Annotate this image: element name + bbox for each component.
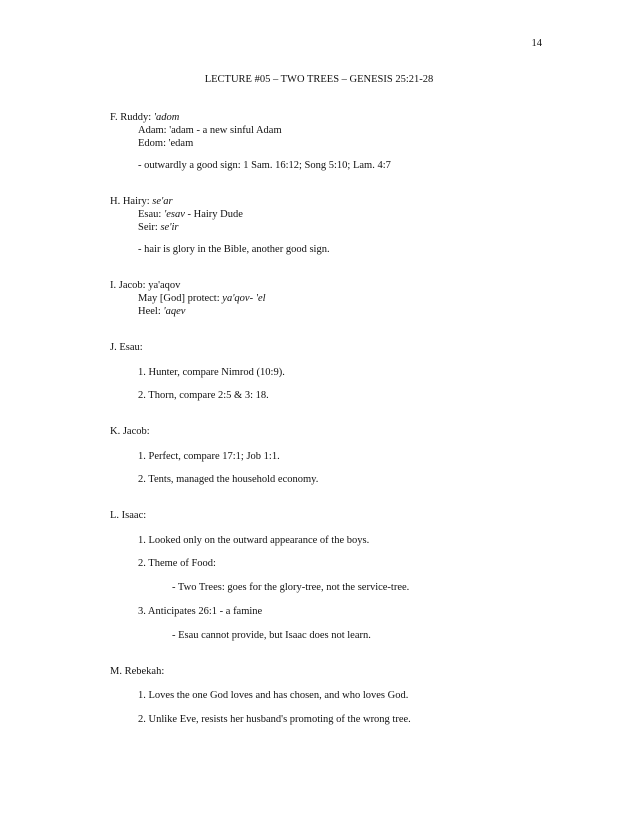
page-title: LECTURE #05 – TWO TREES – GENESIS 25:21-28 bbox=[204, 74, 434, 85]
section-k-item-1: 1. Perfect, compare 17:1; Job 1:1. bbox=[138, 451, 280, 462]
protect-hebrew: ya'qov- 'el bbox=[222, 293, 266, 304]
section-i-line-protect bbox=[138, 293, 266, 305]
section-l-heading: L. Isaac: bbox=[110, 510, 147, 521]
section-k-heading: K. Jacob: bbox=[110, 426, 150, 437]
esau-label: Esau: bbox=[138, 209, 164, 220]
seir-label: Seir: bbox=[138, 222, 161, 233]
esau-hebrew: 'esav bbox=[163, 209, 185, 220]
section-m-item-2: 2. Unlike Eve, resists her husband's promoting of the wrong tree. bbox=[138, 714, 411, 725]
section-j-item-1: 1. Hunter, compare Nimrod (10:9). bbox=[138, 367, 285, 378]
heel-hebrew: 'aqev bbox=[163, 306, 186, 317]
protect-label: May [God] protect: bbox=[138, 293, 223, 304]
section-h-label: H. Hairy: bbox=[110, 196, 153, 207]
section-f-note: - outwardly a good sign: 1 Sam. 16:12; Song 5:10; Lam. 4:7 bbox=[138, 160, 391, 171]
section-h-hebrew: se'ar bbox=[152, 196, 173, 207]
section-j-item-2: 2. Thorn, compare 2:5 & 3: 18. bbox=[138, 390, 269, 401]
section-l-item-1: 1. Looked only on the outward appearance of the boys. bbox=[138, 535, 370, 546]
section-k-item-2: 2. Tents, managed the household economy. bbox=[138, 474, 319, 485]
section-f-hebrew: 'adom bbox=[153, 112, 180, 123]
section-h-note: - hair is glory in the Bible, another good sign. bbox=[138, 244, 330, 255]
section-l-item-3: 3. Anticipates 26:1 - a famine bbox=[138, 606, 263, 617]
section-f-label: F. Ruddy: bbox=[110, 112, 154, 123]
section-f-line-edom: Edom: 'edam bbox=[138, 138, 194, 149]
section-i-line-heel bbox=[138, 306, 185, 318]
page-number: 14 bbox=[531, 38, 542, 49]
section-l-item-2: 2. Theme of Food: bbox=[138, 558, 216, 569]
section-m-item-1: 1. Loves the one God loves and has chosen, and who loves God. bbox=[138, 690, 409, 701]
section-l-item-3-sub: - Esau cannot provide, but Isaac does not learn. bbox=[172, 630, 371, 641]
section-h-heading bbox=[110, 196, 173, 208]
heel-label: Heel: bbox=[138, 306, 164, 317]
section-l-item-2-sub: - Two Trees: goes for the glory-tree, not the service-tree. bbox=[172, 582, 410, 593]
section-f-heading bbox=[110, 112, 179, 124]
section-h-line-seir bbox=[138, 222, 178, 234]
section-i-heading: I. Jacob: ya'aqov bbox=[110, 280, 181, 291]
section-j-heading: J. Esau: bbox=[110, 342, 143, 353]
section-m-heading: M. Rebekah: bbox=[110, 666, 165, 677]
section-h-line-esau bbox=[138, 209, 243, 221]
seir-hebrew: se'ir bbox=[160, 222, 179, 233]
esau-gloss: - Hairy Dude bbox=[184, 209, 243, 220]
section-f-line-adam: Adam: 'adam - a new sinful Adam bbox=[138, 125, 282, 136]
